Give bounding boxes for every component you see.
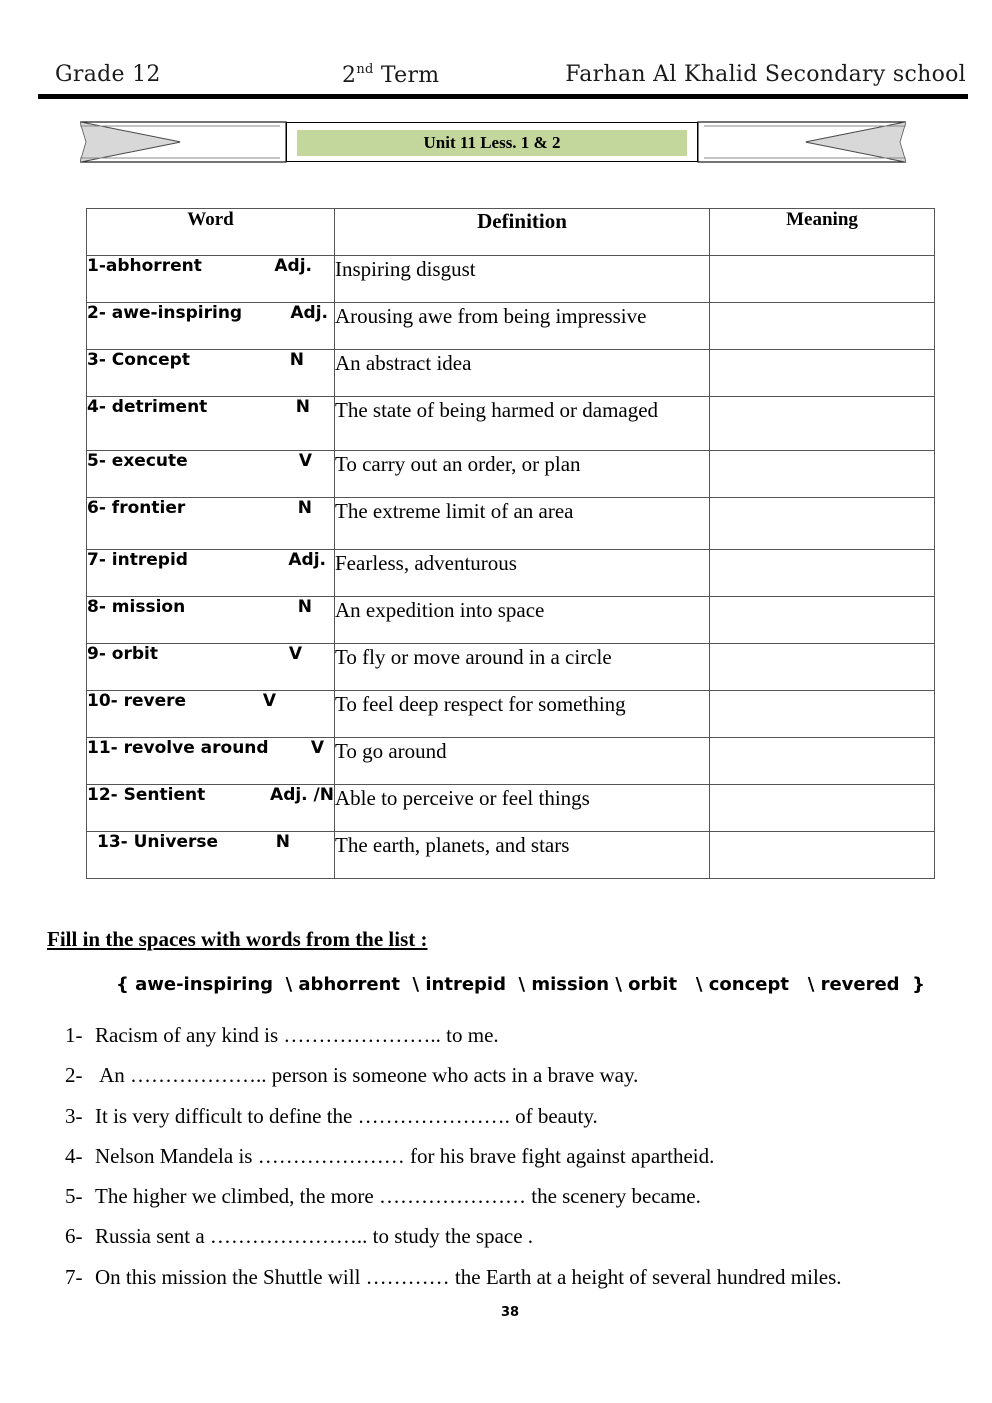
meaning-cell[interactable] bbox=[710, 597, 935, 644]
word-cell bbox=[87, 832, 335, 879]
word-cell bbox=[87, 691, 335, 738]
word-text: 10- revere bbox=[87, 691, 187, 711]
word-text: 13- Universe bbox=[97, 832, 219, 852]
list-item bbox=[65, 1141, 965, 1181]
table-row bbox=[87, 597, 935, 644]
school-name: Farhan Al Khalid Secondary school bbox=[565, 62, 966, 87]
word-text: 4- detriment bbox=[87, 397, 208, 417]
sentence-text: Russia sent a ………………….. to study the space . bbox=[95, 1224, 534, 1249]
word-cell bbox=[87, 738, 335, 785]
table-row bbox=[87, 832, 935, 879]
word-bank: { awe-inspiring \ abhorrent \ intrepid \ mission \ orbit \ concept \ revered } bbox=[116, 974, 925, 995]
meaning-cell[interactable] bbox=[710, 397, 935, 451]
sentence-number: 3- bbox=[65, 1103, 83, 1128]
word-text: 1-abhorrent bbox=[87, 256, 202, 276]
word-cell bbox=[87, 451, 335, 498]
definition-cell: To fly or move around in a circle bbox=[335, 644, 710, 691]
word-text: 7- intrepid bbox=[87, 550, 188, 570]
part-of-speech: N bbox=[297, 498, 312, 518]
meaning-cell[interactable] bbox=[710, 550, 935, 597]
definition-cell: The state of being harmed or damaged bbox=[335, 397, 710, 451]
part-of-speech: V bbox=[310, 738, 324, 758]
sentence-number: 7- bbox=[65, 1264, 83, 1289]
exercise-title: Fill in the spaces with words from the list : bbox=[47, 927, 428, 951]
header-divider bbox=[38, 94, 968, 99]
list-item bbox=[65, 1020, 965, 1060]
sentence-text: Nelson Mandela is ………………… for his brave fight against apartheid. bbox=[95, 1143, 715, 1168]
word-text: 12- Sentient bbox=[87, 785, 206, 805]
table-row bbox=[87, 303, 935, 350]
definition-cell: To feel deep respect for something bbox=[335, 691, 710, 738]
sentence-text: It is very difficult to define the …………………. of beauty. bbox=[95, 1103, 598, 1128]
sentence-text: On this mission the Shuttle will ………… the Earth at a height of several hundred miles. bbox=[95, 1264, 842, 1289]
table-row bbox=[87, 691, 935, 738]
page-number: 38 bbox=[500, 1305, 520, 1320]
meaning-cell[interactable] bbox=[710, 350, 935, 397]
unit-banner bbox=[80, 120, 906, 164]
word-text: 9- orbit bbox=[87, 644, 158, 664]
term-word: Term bbox=[380, 63, 440, 88]
meaning-cell[interactable] bbox=[710, 738, 935, 785]
table-row bbox=[87, 785, 935, 832]
page-header bbox=[40, 62, 968, 92]
table-row bbox=[87, 451, 935, 498]
table-row bbox=[87, 350, 935, 397]
part-of-speech: V bbox=[298, 451, 312, 471]
definition-cell: Fearless, adventurous bbox=[335, 550, 710, 597]
term-label bbox=[342, 62, 439, 88]
table-row bbox=[87, 498, 935, 550]
table-row bbox=[87, 397, 935, 451]
word-cell bbox=[87, 498, 335, 550]
list-item bbox=[65, 1060, 965, 1100]
term-number: 2 bbox=[342, 63, 357, 88]
vocabulary-table bbox=[86, 208, 935, 879]
part-of-speech: Adj. bbox=[274, 256, 312, 276]
sentence-text: Racism of any kind is ………………….. to me. bbox=[95, 1023, 499, 1047]
definition-cell: Arousing awe from being impressive bbox=[335, 303, 710, 350]
unit-label: Unit 11 Less. 1 & 2 bbox=[297, 130, 687, 156]
meaning-cell[interactable] bbox=[710, 691, 935, 738]
part-of-speech: Adj. /N bbox=[270, 785, 334, 805]
term-suffix: nd bbox=[356, 62, 374, 77]
word-text: 11- revolve around bbox=[87, 738, 269, 758]
definition-cell: Able to perceive or feel things bbox=[335, 785, 710, 832]
sentence-number: 2- bbox=[65, 1063, 83, 1088]
word-cell bbox=[87, 397, 335, 451]
part-of-speech: N bbox=[275, 832, 290, 852]
part-of-speech: V bbox=[262, 691, 276, 711]
meaning-cell[interactable] bbox=[710, 785, 935, 832]
sentence-number: 1- bbox=[65, 1023, 83, 1047]
word-cell bbox=[87, 644, 335, 691]
meaning-cell[interactable] bbox=[710, 303, 935, 350]
meaning-cell[interactable] bbox=[710, 451, 935, 498]
definition-cell: An expedition into space bbox=[335, 597, 710, 644]
word-cell bbox=[87, 303, 335, 350]
definition-cell: To carry out an order, or plan bbox=[335, 451, 710, 498]
table-row bbox=[87, 644, 935, 691]
list-item bbox=[65, 1221, 965, 1261]
list-item bbox=[65, 1101, 965, 1141]
word-cell bbox=[87, 256, 335, 303]
definition-cell: An abstract idea bbox=[335, 350, 710, 397]
meaning-cell[interactable] bbox=[710, 498, 935, 550]
meaning-cell[interactable] bbox=[710, 832, 935, 879]
header-word: Word bbox=[87, 209, 335, 256]
sentence-number: 5- bbox=[65, 1184, 83, 1209]
part-of-speech: N bbox=[295, 397, 310, 417]
table-row bbox=[87, 738, 935, 785]
word-text: 6- frontier bbox=[87, 498, 186, 518]
table-row bbox=[87, 256, 935, 303]
grade-label: Grade 12 bbox=[55, 62, 161, 87]
definition-cell: To go around bbox=[335, 738, 710, 785]
meaning-cell[interactable] bbox=[710, 256, 935, 303]
word-cell bbox=[87, 785, 335, 832]
word-text: 8- mission bbox=[87, 597, 186, 617]
list-item bbox=[65, 1262, 965, 1302]
definition-cell: The extreme limit of an area bbox=[335, 498, 710, 550]
header-definition: Definition bbox=[335, 209, 710, 256]
list-item bbox=[65, 1181, 965, 1221]
sentence-number: 4- bbox=[65, 1143, 83, 1168]
header-meaning: Meaning bbox=[710, 209, 935, 256]
word-text: 5- execute bbox=[87, 451, 188, 471]
word-text: 3- Concept bbox=[87, 350, 190, 370]
definition-cell: Inspiring disgust bbox=[335, 256, 710, 303]
part-of-speech: Adj. bbox=[290, 303, 328, 323]
sentence-number: 6- bbox=[65, 1224, 83, 1249]
sentence-text: An ……………….. person is someone who acts in a brave way. bbox=[95, 1063, 639, 1088]
sentence-text: The higher we climbed, the more ………………… the scenery became. bbox=[95, 1184, 701, 1209]
part-of-speech: Adj. bbox=[288, 550, 326, 570]
definition-cell: The earth, planets, and stars bbox=[335, 832, 710, 879]
part-of-speech: N bbox=[289, 350, 304, 370]
word-text: 2- awe-inspiring bbox=[87, 303, 243, 323]
part-of-speech: V bbox=[288, 644, 302, 664]
exercise-sentences bbox=[65, 1020, 965, 1302]
word-cell bbox=[87, 350, 335, 397]
table-row bbox=[87, 550, 935, 597]
part-of-speech: N bbox=[297, 597, 312, 617]
unit-label-box bbox=[286, 122, 698, 162]
word-cell bbox=[87, 597, 335, 644]
word-cell bbox=[87, 550, 335, 597]
meaning-cell[interactable] bbox=[710, 644, 935, 691]
